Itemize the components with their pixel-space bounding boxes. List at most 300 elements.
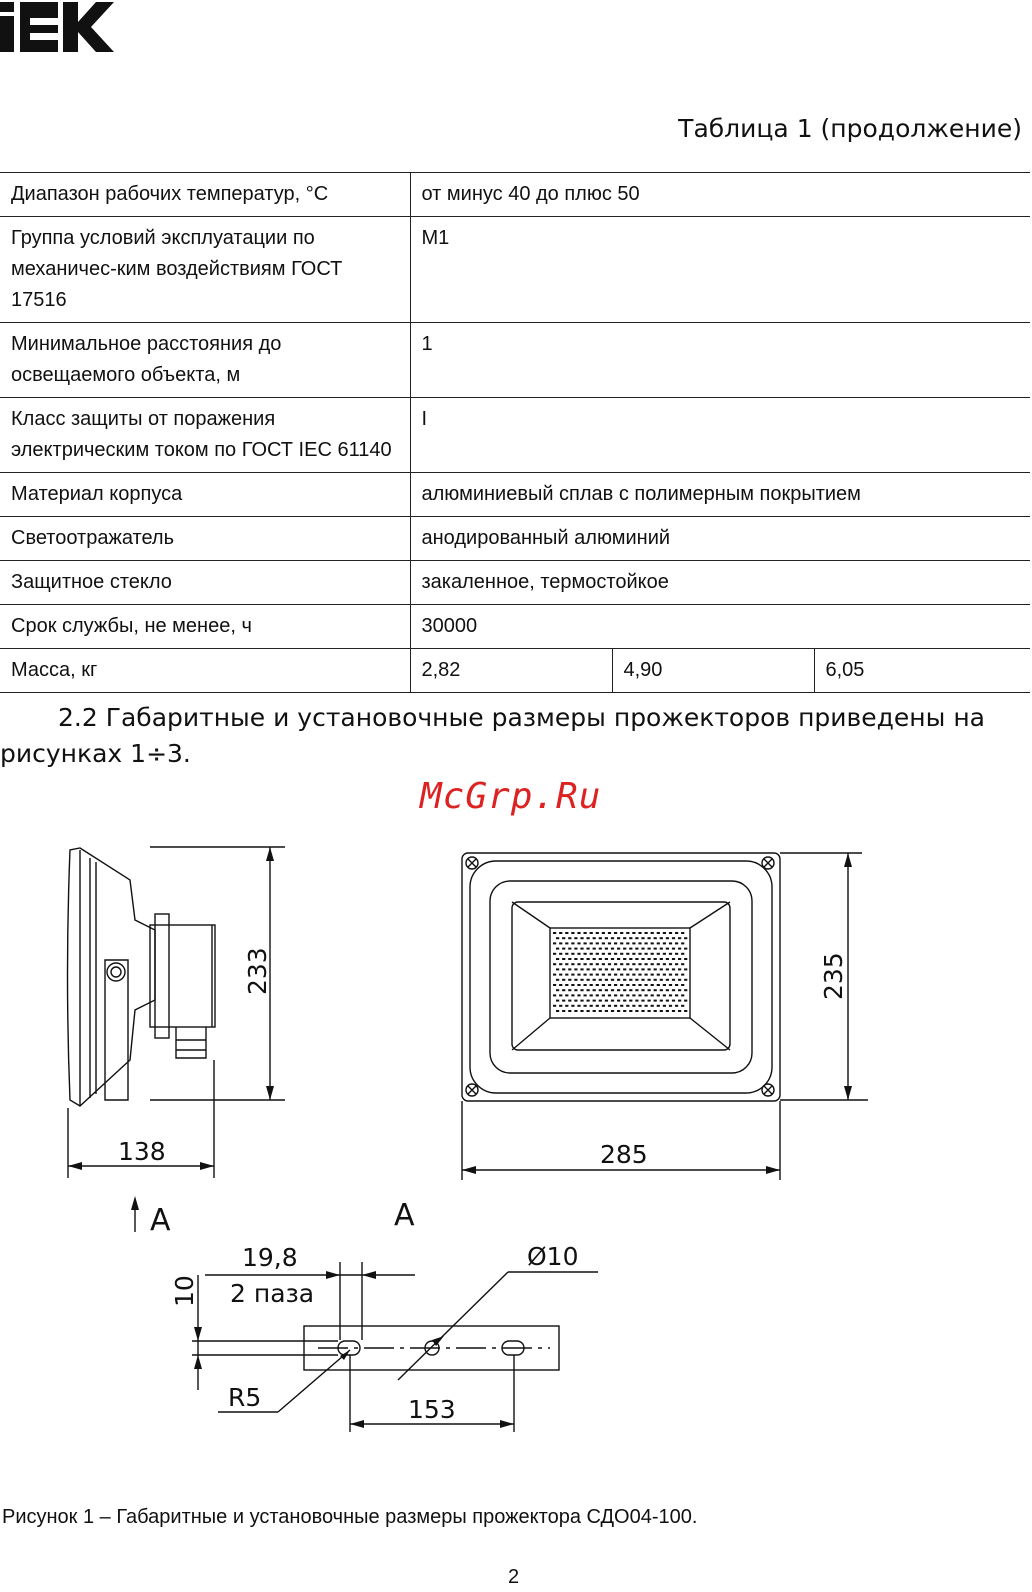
- led-dot: [605, 1010, 608, 1012]
- led-dot: [638, 963, 641, 965]
- led-dot: [584, 942, 587, 944]
- led-dot: [681, 963, 684, 965]
- led-dot: [681, 994, 684, 996]
- led-dot: [645, 963, 648, 965]
- led-dot: [611, 1000, 614, 1002]
- led-dot: [571, 994, 574, 996]
- led-dot: [593, 948, 596, 950]
- led-dot: [584, 932, 587, 934]
- led-dot: [675, 942, 678, 944]
- led-dot: [669, 942, 672, 944]
- led-dot: [574, 968, 577, 970]
- led-dot: [638, 932, 641, 934]
- led-dot: [580, 1000, 583, 1002]
- led-dot: [599, 1000, 602, 1002]
- table-row: [0, 517, 1030, 561]
- led-dot: [614, 984, 617, 986]
- led-dot: [568, 1010, 571, 1012]
- led-dot: [611, 1010, 614, 1012]
- led-dot: [553, 963, 556, 965]
- led-dot: [681, 932, 684, 934]
- table-cell-value: алюминиевый сплав с полимерным покрытием: [410, 473, 1030, 517]
- led-dot: [617, 937, 620, 939]
- led-dot: [617, 948, 620, 950]
- led-dot: [651, 942, 654, 944]
- led-dot: [565, 994, 568, 996]
- led-dot: [568, 948, 571, 950]
- led-dot: [620, 932, 623, 934]
- led-dot: [638, 974, 641, 976]
- led-dot: [593, 989, 596, 991]
- dim-233: 233: [243, 947, 272, 995]
- led-dot: [651, 932, 654, 934]
- led-dot: [593, 937, 596, 939]
- led-dot: [565, 974, 568, 976]
- led-dot: [620, 1005, 623, 1007]
- led-dot: [657, 942, 660, 944]
- led-dot: [562, 989, 565, 991]
- led-dot: [602, 953, 605, 955]
- led-dot: [623, 948, 626, 950]
- led-dot: [556, 948, 559, 950]
- led-dot: [617, 1000, 620, 1002]
- led-dot: [568, 989, 571, 991]
- led-dot: [614, 953, 617, 955]
- table-cell-mass-3: 6,05: [814, 649, 1030, 693]
- led-dot: [657, 963, 660, 965]
- led-dot: [602, 994, 605, 996]
- led-dot: [648, 1010, 651, 1012]
- led-dot: [654, 1000, 657, 1002]
- dim-285: 285: [600, 1140, 648, 1169]
- led-dot: [620, 984, 623, 986]
- led-dot: [617, 1010, 620, 1012]
- led-dot: [654, 948, 657, 950]
- led-dot: [626, 984, 629, 986]
- table-cell-param: Светоотражатель: [0, 517, 410, 561]
- led-dot: [553, 932, 556, 934]
- table-cell-value: 1: [410, 323, 1030, 398]
- led-dot: [580, 948, 583, 950]
- led-dot: [681, 953, 684, 955]
- led-dot: [654, 989, 657, 991]
- led-dot: [678, 989, 681, 991]
- led-dot: [635, 979, 638, 981]
- led-dot: [660, 968, 663, 970]
- led-dot: [632, 974, 635, 976]
- led-dot: [651, 1005, 654, 1007]
- led-dot: [638, 1005, 641, 1007]
- led-dot: [672, 1010, 675, 1012]
- led-dot: [602, 932, 605, 934]
- led-dot: [614, 974, 617, 976]
- led-dot: [562, 948, 565, 950]
- led-dot: [651, 953, 654, 955]
- spec-table: [0, 172, 1030, 693]
- led-dot: [608, 932, 611, 934]
- table-row: [0, 605, 1030, 649]
- led-dot: [623, 968, 626, 970]
- led-dot: [638, 942, 641, 944]
- led-dot: [672, 968, 675, 970]
- led-dot: [657, 974, 660, 976]
- led-dot: [669, 932, 672, 934]
- table-cell-mass-2: 4,90: [612, 649, 814, 693]
- led-dot: [626, 963, 629, 965]
- led-dot: [611, 948, 614, 950]
- led-dot: [669, 984, 672, 986]
- led-dot: [657, 1005, 660, 1007]
- led-dot: [599, 958, 602, 960]
- led-dot: [608, 1005, 611, 1007]
- led-dot: [605, 989, 608, 991]
- led-dot: [657, 953, 660, 955]
- led-dot: [629, 958, 632, 960]
- led-dot: [645, 994, 648, 996]
- led-dot: [623, 989, 626, 991]
- led-dot: [599, 1010, 602, 1012]
- led-dot: [553, 994, 556, 996]
- led-dot: [678, 937, 681, 939]
- led-dot: [590, 942, 593, 944]
- table-cell-param: Группа условий эксплуатации по механичес-ким воздействиям ГОСТ 17516: [0, 217, 410, 323]
- led-dot: [666, 1010, 669, 1012]
- led-dot: [571, 963, 574, 965]
- led-dot: [645, 984, 648, 986]
- led-dot: [660, 937, 663, 939]
- led-dot: [599, 979, 602, 981]
- led-dot: [553, 942, 556, 944]
- led-dot: [608, 974, 611, 976]
- led-dot: [580, 937, 583, 939]
- led-dot: [660, 948, 663, 950]
- led-dot: [556, 958, 559, 960]
- led-dot: [623, 1000, 626, 1002]
- led-dot: [672, 1000, 675, 1002]
- led-dot: [641, 1010, 644, 1012]
- led-dot: [568, 937, 571, 939]
- led-dot: [663, 984, 666, 986]
- led-dot: [654, 958, 657, 960]
- led-dot: [559, 974, 562, 976]
- led-dot: [660, 979, 663, 981]
- side-view: [68, 848, 216, 1106]
- led-dot: [675, 974, 678, 976]
- led-dot: [593, 968, 596, 970]
- led-dot: [666, 989, 669, 991]
- led-dot: [602, 963, 605, 965]
- led-dot: [556, 979, 559, 981]
- led-dot: [657, 994, 660, 996]
- led-dot: [574, 1010, 577, 1012]
- led-dot: [611, 979, 614, 981]
- led-dot: [608, 984, 611, 986]
- led-dot: [678, 948, 681, 950]
- table-cell-mass-1: 2,82: [410, 649, 612, 693]
- led-dot: [584, 974, 587, 976]
- led-dot: [632, 1005, 635, 1007]
- table-row: [0, 398, 1030, 473]
- led-dot: [574, 937, 577, 939]
- led-dot: [596, 974, 599, 976]
- led-dot: [684, 958, 687, 960]
- dim-10: 10: [170, 1275, 199, 1307]
- led-dot: [620, 942, 623, 944]
- led-dot: [678, 979, 681, 981]
- led-dot: [574, 989, 577, 991]
- led-dot: [599, 937, 602, 939]
- led-dot: [648, 958, 651, 960]
- led-dot: [638, 953, 641, 955]
- led-dot: [571, 942, 574, 944]
- led-dot: [565, 1005, 568, 1007]
- led-dot: [684, 948, 687, 950]
- led-dot: [626, 974, 629, 976]
- led-dot: [663, 1005, 666, 1007]
- led-dot: [641, 958, 644, 960]
- led-dot: [596, 942, 599, 944]
- led-dot: [556, 1000, 559, 1002]
- table-cell-value: М1: [410, 217, 1030, 323]
- led-dot: [559, 953, 562, 955]
- led-dot: [675, 963, 678, 965]
- table-cell-param: Масса, кг: [0, 649, 410, 693]
- led-dot: [678, 958, 681, 960]
- table-cell-param: Класс защиты от поражения электрическим током по ГОСТ IEC 61140: [0, 398, 410, 473]
- led-dot: [599, 948, 602, 950]
- led-dot: [596, 1005, 599, 1007]
- led-dot: [593, 1010, 596, 1012]
- led-dot: [602, 984, 605, 986]
- table-caption: Таблица 1 (продолжение): [678, 114, 1022, 143]
- led-dot: [584, 1005, 587, 1007]
- led-dot: [641, 989, 644, 991]
- led-dot: [681, 1005, 684, 1007]
- led-dot: [590, 994, 593, 996]
- led-dot: [623, 979, 626, 981]
- led-dot: [684, 968, 687, 970]
- led-dot: [635, 1000, 638, 1002]
- table-cell-value: анодированный алюминий: [410, 517, 1030, 561]
- led-dot: [556, 1010, 559, 1012]
- led-dot: [596, 953, 599, 955]
- led-dot: [626, 1005, 629, 1007]
- led-dot: [635, 958, 638, 960]
- led-dot: [641, 937, 644, 939]
- led-dot: [605, 1000, 608, 1002]
- led-dot: [672, 958, 675, 960]
- table-cell-param: Диапазон рабочих температур, °С: [0, 173, 410, 217]
- led-dot: [568, 979, 571, 981]
- led-dot: [590, 932, 593, 934]
- led-dot: [556, 937, 559, 939]
- front-view: [462, 853, 780, 1101]
- table-row-mass: [0, 649, 1030, 693]
- led-dot: [684, 937, 687, 939]
- led-dot: [632, 984, 635, 986]
- page-number: 2: [508, 1566, 520, 1588]
- led-dot: [571, 953, 574, 955]
- watermark: McGrp.Ru: [420, 776, 602, 817]
- led-dot: [608, 994, 611, 996]
- led-dot: [645, 1005, 648, 1007]
- led-dot: [614, 1005, 617, 1007]
- led-dot: [565, 942, 568, 944]
- led-dot: [663, 974, 666, 976]
- led-dot: [605, 979, 608, 981]
- led-dot: [562, 1010, 565, 1012]
- led-dot: [608, 963, 611, 965]
- table-cell-value: закаленное, термостойкое: [410, 561, 1030, 605]
- dim-d10: Ø10: [527, 1242, 579, 1271]
- led-grid: [553, 932, 687, 1012]
- led-dot: [605, 948, 608, 950]
- led-dot: [596, 994, 599, 996]
- iek-logo: [0, 0, 115, 58]
- led-dot: [675, 932, 678, 934]
- led-dot: [632, 942, 635, 944]
- led-dot: [571, 974, 574, 976]
- led-dot: [675, 953, 678, 955]
- led-dot: [611, 968, 614, 970]
- led-dot: [562, 958, 565, 960]
- led-dot: [608, 953, 611, 955]
- led-dot: [577, 942, 580, 944]
- led-dot: [666, 979, 669, 981]
- led-dot: [580, 989, 583, 991]
- led-dot: [559, 932, 562, 934]
- led-dot: [565, 953, 568, 955]
- led-dot: [587, 968, 590, 970]
- led-dot: [577, 994, 580, 996]
- led-dot: [590, 974, 593, 976]
- led-dot: [672, 948, 675, 950]
- table-cell-param: Защитное стекло: [0, 561, 410, 605]
- led-dot: [684, 1010, 687, 1012]
- led-dot: [678, 1000, 681, 1002]
- led-dot: [587, 948, 590, 950]
- table-cell-param: Срок службы, не менее, ч: [0, 605, 410, 649]
- led-dot: [660, 1000, 663, 1002]
- led-dot: [584, 984, 587, 986]
- led-dot: [553, 1005, 556, 1007]
- led-dot: [568, 968, 571, 970]
- led-dot: [559, 942, 562, 944]
- led-dot: [681, 974, 684, 976]
- dim-138: 138: [118, 1137, 166, 1166]
- view-label: А: [394, 1198, 415, 1233]
- dimension-drawing: [0, 840, 1032, 1490]
- table-row: [0, 217, 1030, 323]
- led-dot: [629, 989, 632, 991]
- led-dot: [629, 948, 632, 950]
- led-dot: [562, 968, 565, 970]
- table-row: [0, 473, 1030, 517]
- led-dot: [675, 984, 678, 986]
- led-dot: [611, 989, 614, 991]
- led-dot: [681, 942, 684, 944]
- led-dot: [587, 1010, 590, 1012]
- led-dot: [666, 937, 669, 939]
- led-dot: [684, 989, 687, 991]
- led-dot: [657, 932, 660, 934]
- led-dot: [645, 942, 648, 944]
- led-dot: [559, 963, 562, 965]
- table-row: [0, 561, 1030, 605]
- led-dot: [577, 953, 580, 955]
- led-dot: [565, 984, 568, 986]
- led-dot: [629, 937, 632, 939]
- dim-235: 235: [819, 952, 848, 1000]
- led-dot: [605, 958, 608, 960]
- slots-label: 2 паза: [230, 1279, 315, 1308]
- led-dot: [602, 1005, 605, 1007]
- led-dot: [641, 1000, 644, 1002]
- led-dot: [577, 963, 580, 965]
- led-dot: [584, 963, 587, 965]
- led-dot: [660, 1010, 663, 1012]
- led-dot: [626, 953, 629, 955]
- led-dot: [614, 942, 617, 944]
- led-dot: [587, 1000, 590, 1002]
- led-dot: [556, 989, 559, 991]
- led-dot: [629, 968, 632, 970]
- table-cell-value: I: [410, 398, 1030, 473]
- led-dot: [632, 994, 635, 996]
- led-dot: [651, 963, 654, 965]
- table-row: [0, 323, 1030, 398]
- led-dot: [669, 1005, 672, 1007]
- led-dot: [593, 979, 596, 981]
- led-dot: [666, 958, 669, 960]
- led-dot: [648, 989, 651, 991]
- led-dot: [617, 968, 620, 970]
- led-dot: [672, 937, 675, 939]
- led-dot: [678, 1010, 681, 1012]
- led-dot: [635, 989, 638, 991]
- led-dot: [580, 1010, 583, 1012]
- led-dot: [574, 958, 577, 960]
- led-dot: [632, 932, 635, 934]
- led-dot: [645, 953, 648, 955]
- led-dot: [590, 953, 593, 955]
- led-dot: [571, 984, 574, 986]
- led-dot: [608, 942, 611, 944]
- led-dot: [599, 989, 602, 991]
- led-dot: [626, 994, 629, 996]
- table-row: [0, 173, 1030, 217]
- section-paragraph: 2.2 Габаритные и установочные размеры прожекторов приведены на рисунках 1÷3.: [0, 703, 986, 768]
- led-dot: [629, 1010, 632, 1012]
- led-dot: [580, 968, 583, 970]
- led-dot: [580, 979, 583, 981]
- led-dot: [590, 963, 593, 965]
- led-dot: [596, 963, 599, 965]
- led-dot: [641, 968, 644, 970]
- led-dot: [641, 979, 644, 981]
- led-dot: [635, 937, 638, 939]
- led-dot: [629, 979, 632, 981]
- led-dot: [648, 1000, 651, 1002]
- led-dot: [559, 994, 562, 996]
- led-dot: [574, 979, 577, 981]
- led-dot: [666, 1000, 669, 1002]
- led-dot: [553, 974, 556, 976]
- led-dot: [556, 968, 559, 970]
- led-dot: [641, 948, 644, 950]
- led-dot: [587, 979, 590, 981]
- led-dot: [559, 1005, 562, 1007]
